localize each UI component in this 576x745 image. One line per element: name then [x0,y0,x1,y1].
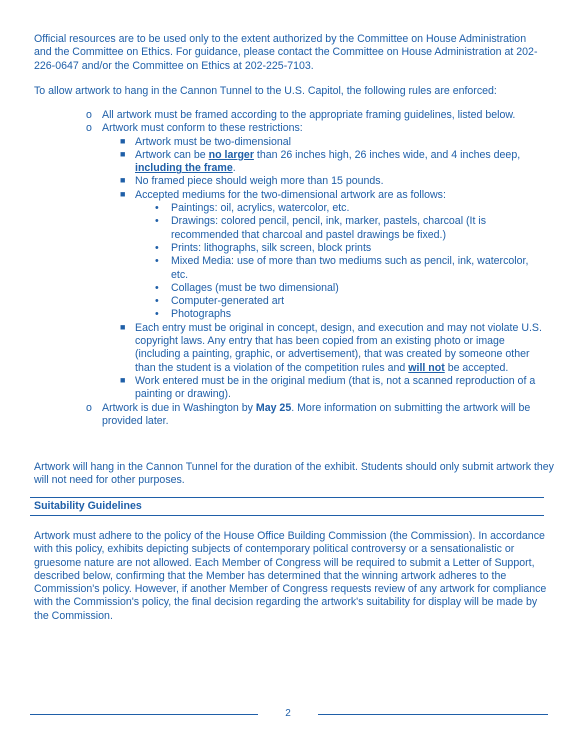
medium-prints: Prints: lithographs, silk screen, block prints [171,241,372,254]
medium-paintings: Paintings: oil, acrylics, watercolor, etc. [171,202,350,215]
circle-bullet-icon: o [86,109,92,121]
section-header [30,497,544,516]
dot-bullet-icon: • [155,202,159,215]
medium-drawings: Drawings: colored pencil, pencil, ink, marker, pastels, charcoal (It is recommended that charcoal and pastel drawings be fixed.) [171,215,486,241]
medium-photographs: Photographs [171,308,232,321]
footer-rule-right [318,714,548,715]
list-item [155,308,546,321]
list-item [155,202,546,215]
original-emphasis-will-not: will not [408,361,445,374]
rule-framed-text: All artwork must be framed according to the appropriate framing guidelines, listed below. [102,109,516,121]
medium-computer-art: Computer-generated art [171,295,285,308]
dot-bullet-icon: • [155,241,159,254]
size-text-end: . [232,162,236,175]
rule-framed [86,109,546,122]
square-bullet-icon: ■ [120,148,126,159]
intro-paragraph: Official resources are to be used only to the extent authorized by the Committee on House Administration and the Committee on Ethics. For guidance, please contact the Committee on House Administration at 202-226-0647 and/or the Committee on Ethics at 202-225-7103. [34,33,538,72]
square-bullet-icon: ■ [120,374,126,385]
list-item [155,215,546,242]
rule-conform-text: Artwork must conform to these restrictions: [102,122,303,135]
list-item [155,255,546,282]
medium-mixed-media: Mixed Media: use of more than two mediums such as pencil, ink, watercolor, etc. [171,255,529,281]
restriction-original [120,322,546,375]
restriction-mediums [120,189,546,322]
restriction-weight-text: No framed piece should weigh more than 15 pounds. [135,175,384,188]
footer-rule-left [30,714,258,715]
dot-bullet-icon: • [155,308,159,321]
list-item [155,282,546,295]
square-bullet-icon: ■ [120,188,126,199]
due-text-start: Artwork is due in Washington by [102,401,256,414]
restriction-weight [120,175,546,188]
square-bullet-icon: ■ [120,175,126,186]
size-text-start: Artwork can be [135,148,209,161]
section-title: Suitability Guidelines [34,500,142,512]
restrictions-list [102,136,546,402]
hang-duration-paragraph: Artwork will hang in the Cannon Tunnel for the duration of the exhibit. Students should only submit artwork they will not need for other purposes. [34,461,554,487]
medium-collages: Collages (must be two dimensional) [171,281,339,294]
size-emphasis-no-larger: no larger [208,148,254,161]
restriction-original-medium [120,375,546,402]
circle-bullet-icon: o [86,122,92,135]
restriction-two-dim-text: Artwork must be two-dimensional [135,135,292,148]
due-text-end: . More information on submitting the artwork will be provided later. [102,401,531,427]
mediums-list [135,202,546,322]
rules-intro-paragraph: To allow artwork to hang in the Cannon Tunnel to the U.S. Capitol, the following rules are enforced: [34,85,497,97]
list-item [155,295,546,308]
restriction-size [120,149,546,176]
rule-due-date [86,402,546,429]
square-bullet-icon: ■ [120,321,126,332]
restriction-mediums-text: Accepted mediums for the two-dimensional artwork are as follows: [135,188,446,201]
suitability-paragraph: Artwork must adhere to the policy of the House Office Building Commission (the Commission). In accordance with this policy, exhibits depicting subjects of contemporary political controversy or a sensationalistic or gruesome nature are not allowed. Each Member of Congress will be required to submit a Letter of Support, described below, confirming that the Member has determined that the winning artwork adheres to the Commission's policy. However, if another Member of Congress requests review of any artwork for compliance with the Commission's policy, the final decision regarding the artwork's suitability for display will be made by the Commission. [34,530,547,622]
square-bullet-icon: ■ [120,135,126,146]
page-number: 2 [285,708,291,719]
original-text-start: Each entry must be original in concept, design, and execution and may not violate U.S. copyright laws. Any entry that has been copied from an existing photo or image (including a painting, graphic, or advertisement), that was created by someone other than the student is a violation of the competition rules and [135,321,542,374]
rule-conform [86,122,546,401]
dot-bullet-icon: • [155,295,159,308]
list-item [155,242,546,255]
size-text-middle: than 26 inches high, 26 inches wide, and 4 inches deep, [253,148,521,161]
original-text-end: be accepted. [444,361,509,374]
dot-bullet-icon: • [155,255,159,268]
restriction-original-medium-text: Work entered must be in the original medium (that is, not a scanned reproduction of a painting or drawing). [135,374,536,401]
due-date-emphasis: May 25 [255,401,292,414]
circle-bullet-icon: o [86,401,92,414]
size-emphasis-frame: including the frame [135,162,233,175]
restriction-two-dim [120,136,546,149]
rules-list [86,109,546,428]
dot-bullet-icon: • [155,215,159,228]
dot-bullet-icon: • [155,281,159,294]
